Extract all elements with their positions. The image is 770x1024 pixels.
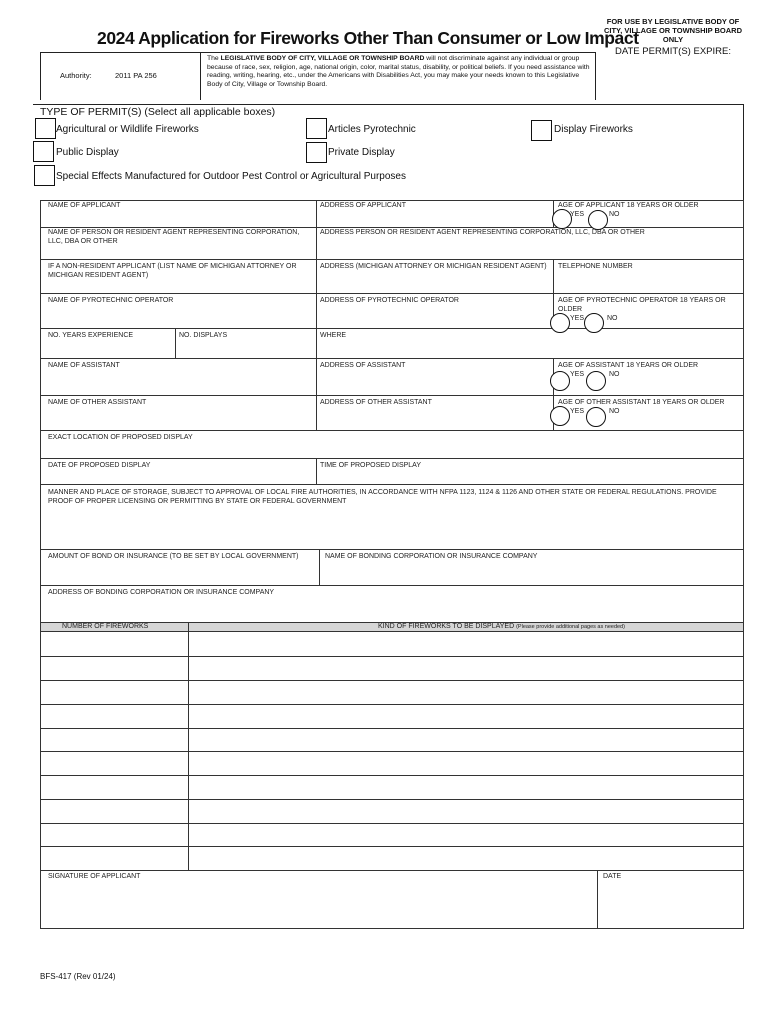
other-assistant-yes-radio[interactable]: [550, 406, 570, 426]
row-divider: [40, 585, 744, 586]
column-divider: [316, 358, 317, 430]
telephone-number-label: TELEPHONE NUMBER: [558, 263, 633, 270]
date-permit-expire-label: DATE PERMIT(S) EXPIRE:: [615, 46, 731, 57]
name-other-assistant-label: NAME OF OTHER ASSISTANT: [48, 399, 147, 406]
authority-label: Authority:: [60, 71, 92, 80]
yes-label: YES: [570, 315, 585, 322]
row-divider: [40, 458, 744, 459]
where-label: WHERE: [320, 332, 347, 339]
address-of-applicant-label: ADDRESS OF APPLICANT: [320, 202, 406, 209]
yes-label: YES: [570, 408, 585, 415]
address-assistant-label: ADDRESS OF ASSISTANT: [320, 362, 406, 369]
row-divider: [40, 751, 744, 752]
row-divider: [40, 728, 744, 729]
public-display-checkbox[interactable]: [33, 141, 54, 162]
signature-label: SIGNATURE OF APPLICANT: [48, 873, 141, 880]
assistant-yes-radio[interactable]: [550, 371, 570, 391]
age-operator-label: AGE OF PYROTECHNIC OPERATOR 18 YEARS OR OLDER: [558, 297, 726, 313]
private-display-label: Private Display: [328, 147, 395, 158]
row-divider: [40, 799, 744, 800]
age-assistant-label: AGE OF ASSISTANT 18 YEARS OR OLDER: [558, 362, 699, 369]
age-applicant-label: AGE OF APPLICANT 18 YEARS OR OLDER: [558, 202, 699, 209]
form-title: 2024 Application for Fireworks Other Than Consumer or Low Impact: [97, 28, 639, 48]
row-divider: [40, 484, 744, 485]
bonding-company-name-label: NAME OF BONDING CORPORATION OR INSURANCE COMPANY: [325, 553, 538, 560]
row-divider: [40, 227, 744, 228]
yes-label: YES: [570, 371, 585, 378]
row-divider: [40, 775, 744, 776]
special-effects-label: Special Effects Manufactured for Outdoor Pest Control or Agricultural Purposes: [56, 171, 406, 182]
column-divider: [188, 622, 189, 870]
no-label: NO: [609, 408, 620, 415]
public-display-label: Public Display: [56, 147, 119, 158]
years-experience-label: NO. YEARS EXPERIENCE: [48, 332, 134, 339]
assistant-no-radio[interactable]: [586, 371, 606, 391]
display-fireworks-checkbox[interactable]: [531, 120, 552, 141]
operator-no-radio[interactable]: [584, 313, 604, 333]
storage-label: MANNER AND PLACE OF STORAGE, SUBJECT TO APPROVAL OF LOCAL FIRE AUTHORITIES, IN ACCORDANCE WITH NFPA 1123, 1124 & 1126 AND OTHER STATE OR FEDERAL REGULATIONS. PROVIDE PROOF OF PROPER LICENSING OR PERMITTING BY STATE OR FEDERAL GOVERNMENT: [48, 489, 717, 505]
agricultural-label: Agricultural or Wildlife Fireworks: [56, 124, 199, 135]
form-number: BFS-417 (Rev 01/24): [40, 972, 116, 981]
row-divider: [40, 259, 744, 260]
display-fireworks-label: Display Fireworks: [554, 124, 633, 135]
row-divider: [40, 358, 744, 359]
row-divider: [40, 430, 744, 431]
applicant-no-radio[interactable]: [588, 210, 608, 230]
exact-location-label: EXACT LOCATION OF PROPOSED DISPLAY: [48, 434, 193, 441]
no-label: NO: [609, 211, 620, 218]
address-pyrotechnic-operator-label: ADDRESS OF PYROTECHNIC OPERATOR: [320, 297, 459, 304]
row-divider: [40, 846, 744, 847]
age-other-assistant-label: AGE OF OTHER ASSISTANT 18 YEARS OR OLDER: [558, 399, 725, 406]
row-divider: [40, 549, 744, 550]
row-divider: [40, 870, 744, 871]
nondiscrimination-notice: The LEGISLATIVE BODY OF CITY, VILLAGE OR TOWNSHIP BOARD will not discriminate against any individual or group because of race, sex, religion, age, national origin, color, marital status, disability, or political beliefs. If you need assistance with reading, writing, hearing, etc., under the Americans with Disabilities Act, you may make your needs known to this Legislative Body of City, Village or Township Board.: [207, 55, 590, 88]
nonresident-attorney-label: IF A NON-RESIDENT APPLICANT (LIST NAME OF MICHIGAN ATTORNEY OR MICHIGAN RESIDENT AGENT): [48, 263, 297, 279]
no-label: NO: [609, 371, 620, 378]
row-divider: [40, 823, 744, 824]
authority-divider: [200, 52, 201, 100]
yes-label: YES: [570, 211, 585, 218]
bond-amount-label: AMOUNT OF BOND OR INSURANCE (TO BE SET BY LOCAL GOVERNMENT): [48, 553, 299, 560]
date-label: DATE: [603, 873, 622, 880]
row-divider: [40, 656, 744, 657]
operator-yes-radio[interactable]: [550, 313, 570, 333]
name-pyrotechnic-operator-label: NAME OF PYROTECHNIC OPERATOR: [48, 297, 174, 304]
date-display-label: DATE OF PROPOSED DISPLAY: [48, 462, 151, 469]
row-divider: [40, 680, 744, 681]
articles-pyrotechnic-label: Articles Pyrotechnic: [328, 124, 416, 135]
address-michigan-agent-label: ADDRESS (MICHIGAN ATTORNEY OR MICHIGAN RESIDENT AGENT): [320, 263, 547, 270]
official-use-note: FOR USE BY LEGISLATIVE BODY OF CITY, VILLAGE OR TOWNSHIP BOARD ONLY: [603, 17, 743, 44]
agricultural-checkbox[interactable]: [35, 118, 56, 139]
row-divider: [40, 293, 744, 294]
special-effects-checkbox[interactable]: [34, 165, 55, 186]
private-display-checkbox[interactable]: [306, 142, 327, 163]
address-resident-agent-label: ADDRESS PERSON OR RESIDENT AGENT REPRESENTING CORPORATION, LLC, DBA OR OTHER: [320, 229, 645, 236]
row-divider: [40, 395, 744, 396]
column-divider: [316, 458, 317, 484]
number-displays-label: NO. DISPLAYS: [179, 332, 228, 339]
row-divider: [40, 704, 744, 705]
time-display-label: TIME OF PROPOSED DISPLAY: [320, 462, 422, 469]
column-divider: [319, 549, 320, 585]
row-divider: [40, 328, 744, 329]
no-label: NO: [607, 315, 618, 322]
name-resident-agent-label: NAME OF PERSON OR RESIDENT AGENT REPRESENTING CORPORATION, LLC, DBA OR OTHER: [48, 229, 300, 245]
number-of-fireworks-header: NUMBER OF FIREWORKS: [62, 623, 149, 630]
column-divider: [597, 870, 598, 929]
applicant-yes-radio[interactable]: [552, 209, 572, 229]
name-assistant-label: NAME OF ASSISTANT: [48, 362, 120, 369]
column-divider: [175, 328, 176, 358]
name-of-applicant-label: NAME OF APPLICANT: [48, 202, 121, 209]
other-assistant-no-radio[interactable]: [586, 407, 606, 427]
authority-value: 2011 PA 256: [115, 71, 157, 80]
permit-type-title: TYPE OF PERMIT(S) (Select all applicable boxes): [40, 106, 276, 118]
kind-of-fireworks-header: KIND OF FIREWORKS TO BE DISPLAYED (Please provide additional pages as needed): [378, 623, 625, 630]
column-divider: [316, 200, 317, 358]
bonding-company-address-label: ADDRESS OF BONDING CORPORATION OR INSURANCE COMPANY: [48, 589, 275, 596]
articles-pyrotechnic-checkbox[interactable]: [306, 118, 327, 139]
address-other-assistant-label: ADDRESS OF OTHER ASSISTANT: [320, 399, 432, 406]
